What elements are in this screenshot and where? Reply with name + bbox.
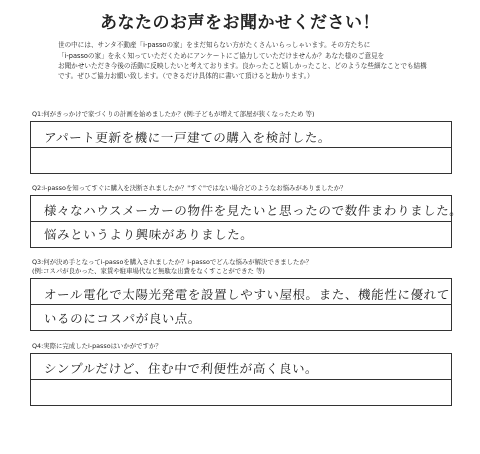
question-3-sublabel: (例:コスパが良かった、家賃や駐車場代など無駄な出費をなくすことができた 等) xyxy=(32,267,265,275)
answer-rule xyxy=(31,304,451,305)
answer-2-line-2: 悩みというより興味がありました。 xyxy=(43,227,255,242)
answer-1-line-1: アパート更新を機に一戸建ての購入を検討した。 xyxy=(43,130,332,145)
intro-line: 「i-passoの家」を永く知っていただくためにアンケートにご協力していただけませんか？あなた様のご意見を xyxy=(58,51,385,60)
answer-3-line-2: いるのにコスパが良い点。 xyxy=(43,311,202,326)
answer-rule xyxy=(31,221,451,222)
answer-rule xyxy=(31,147,451,148)
intro-line: お聞かせいただき今後の活動に反映したいと考えております。良かったこと嬉しかったこと、どのような些細なことでも結構です。ぜひご協力お願い致します。（できるだけ具体的に書いて頂けると助かります。） xyxy=(58,62,427,80)
intro-text xyxy=(58,40,428,81)
question-1-label: Q1:何がきっかけで家づくりの計画を始めましたか？(例:子どもが増えて部屋が狭くなったため 等) xyxy=(32,110,315,118)
question-2-label: Q2:i-passoを知ってすぐに購入を決断されましたか？"すぐ"ではない場合どのようなお悩みがありましたか？ xyxy=(32,184,347,192)
question-4-label: Q4:実際に完成したi-passoはいかがですか？ xyxy=(32,342,162,350)
answer-4-line-1: シンプルだけど、住む中で利便性が高く良い。 xyxy=(43,361,319,376)
question-3-label: Q3:何が決め手となってi-passoを購入されましたか？i-passoでどんな悩みが解決できましたか？ xyxy=(32,258,313,266)
answer-3-line-1: オール電化で太陽光発電を設置しやすい屋根。また、機能性に優れて xyxy=(43,287,451,302)
intro-line: 世の中には、サンタ不動産「i-passoの家」をまだ知らない方がたくさんいらっしゃいます。その方たちに xyxy=(58,41,371,49)
page-title: あなたのお声をお聞かせください！ xyxy=(100,13,380,33)
answer-rule xyxy=(31,379,451,380)
answer-2-line-1: 様々なハウスメーカーの物件を見たいと思ったので数件まわりました。 xyxy=(43,203,464,218)
